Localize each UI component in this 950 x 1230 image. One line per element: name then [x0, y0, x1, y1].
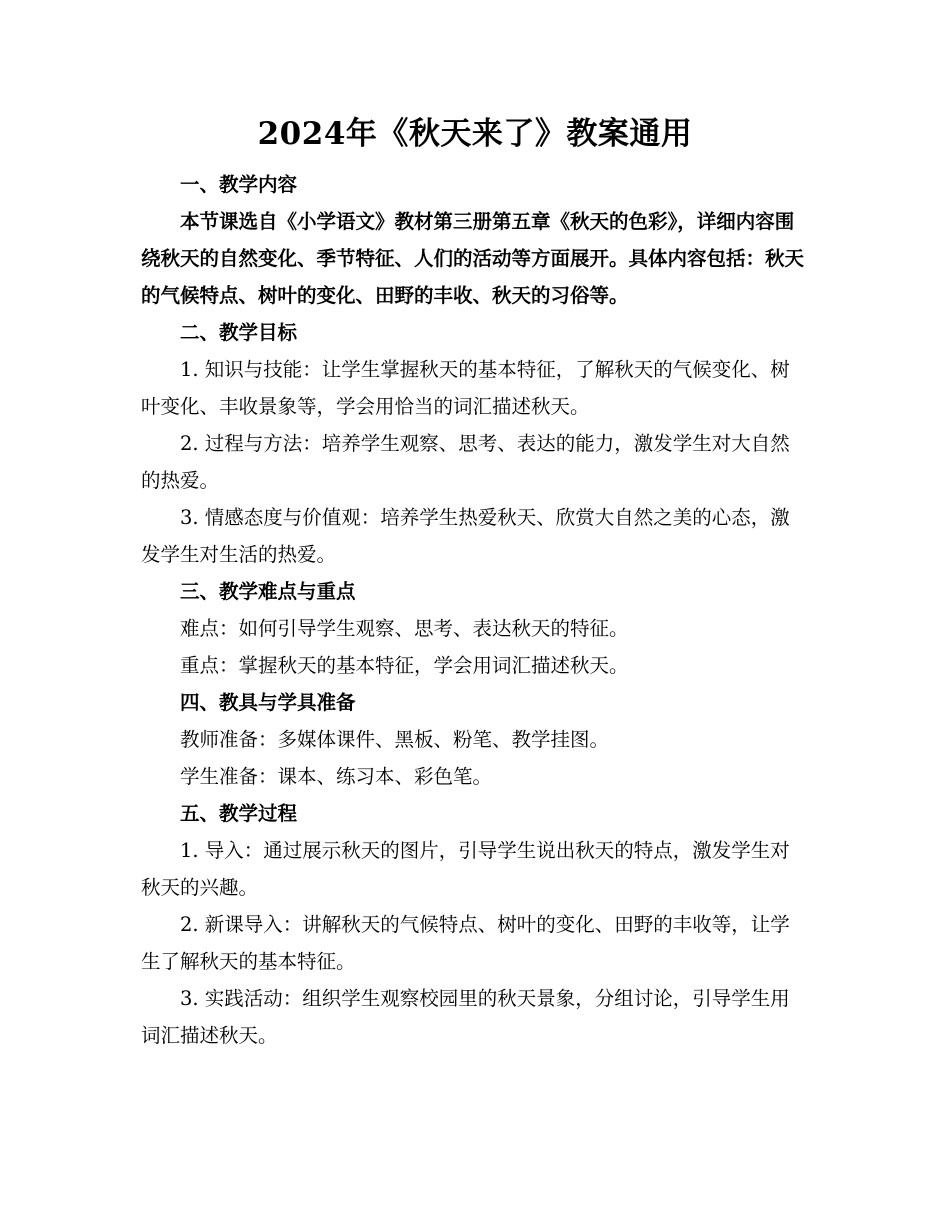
section-heading-content: 一、教学内容 — [180, 173, 298, 196]
process-step-3: 3. 实践活动：组织学生观察校园里的秋天景象，分组讨论，引导学生用词汇描述秋天。 — [141, 987, 790, 1047]
process-step-2: 2. 新课导入：讲解秋天的气候特点、树叶的变化、田野的丰收等，让学生了解秋天的基本特征。 — [141, 913, 790, 973]
section-heading-process: 五、教学过程 — [180, 802, 298, 825]
section-heading-materials: 四、教具与学具准备 — [180, 691, 356, 714]
content-paragraph: 本节课选自《小学语文》教材第三册第五章《秋天的色彩》，详细内容围绕秋天的自然变化、季节特征、人们的活动等方面展开。具体内容包括：秋天的气候特点、树叶的变化、田野的丰收、秋天的习俗等。 — [141, 210, 805, 307]
objective-item-2: 2. 过程与方法：培养学生观察、思考、表达的能力，激发学生对大自然的热爱。 — [141, 432, 790, 492]
difficulty-paragraph: 难点：如何引导学生观察、思考、表达秋天的特征。 — [180, 617, 629, 640]
document-title: 2024年《秋天来了》教案通用 — [257, 116, 693, 152]
objective-item-1: 1. 知识与技能：让学生掌握秋天的基本特征，了解秋天的气候变化、树叶变化、丰收景象等，学会用恰当的词汇描述秋天。 — [141, 358, 790, 418]
process-step-1: 1. 导入：通过展示秋天的图片，引导学生说出秋天的特点，激发学生对秋天的兴趣。 — [141, 839, 790, 899]
student-materials-paragraph: 学生准备：课本、练习本、彩色笔。 — [180, 765, 493, 788]
section-heading-key-points: 三、教学难点与重点 — [180, 580, 356, 603]
teacher-materials-paragraph: 教师准备：多媒体课件、黑板、粉笔、教学挂图。 — [180, 728, 610, 751]
objective-item-3: 3. 情感态度与价值观：培养学生热爱秋天、欣赏大自然之美的心态，激发学生对生活的热爱。 — [141, 506, 790, 566]
document-body — [141, 166, 805, 1054]
section-heading-objectives: 二、教学目标 — [180, 321, 298, 344]
key-point-paragraph: 重点：掌握秋天的基本特征，学会用词汇描述秋天。 — [180, 654, 629, 677]
